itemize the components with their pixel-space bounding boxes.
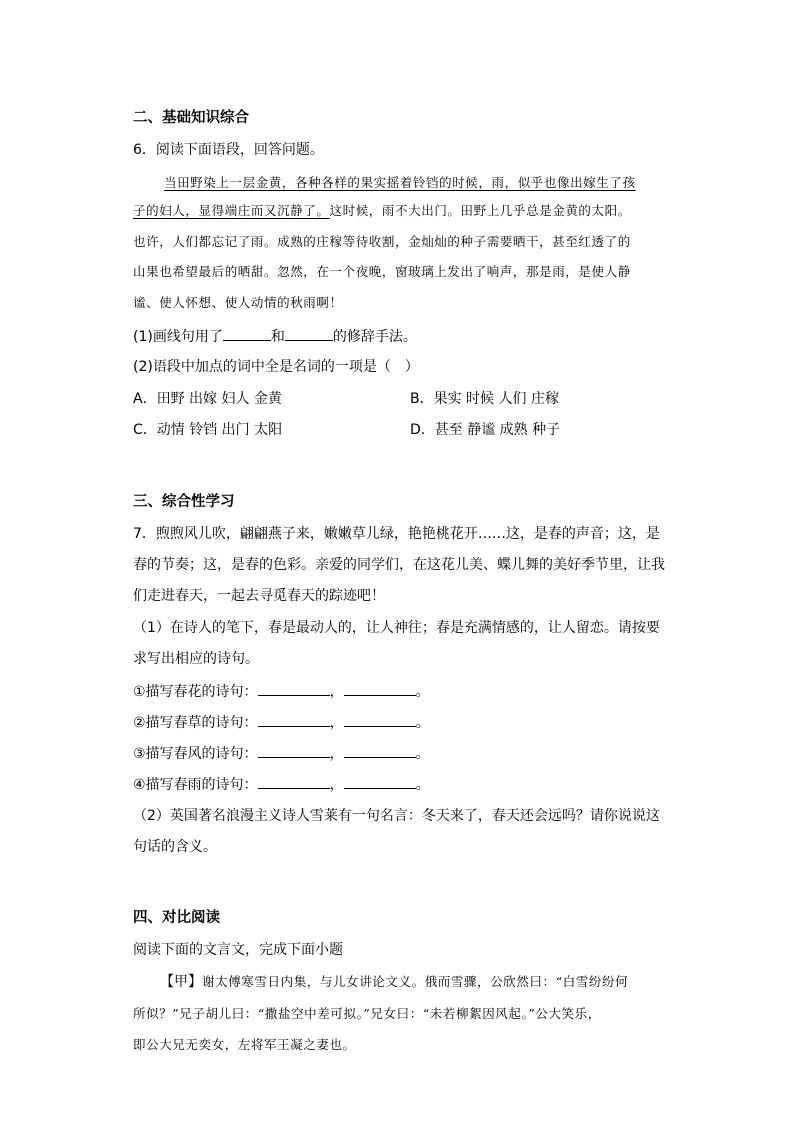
text-jia-label: 【甲】: [160, 974, 202, 990]
option-a[interactable]: A．田野 出嫁 妇人 金黄: [133, 391, 282, 407]
sub-question-1: (1)画线句用了 和 的修辞手法。: [133, 326, 417, 347]
option-d[interactable]: D．甚至 静谧 成熟 种子: [410, 422, 561, 438]
option-b[interactable]: B．果实 时候 人们 庄稼: [410, 391, 559, 407]
part-2-line-1: （2）英国著名浪漫主义诗人雪莱有一句名言：冬天来了，春天还会远吗？请你说说这: [133, 808, 660, 824]
question-7-line-3: 们走进春天，一起去寻觅春天的踪迹吧！: [133, 588, 385, 604]
answer-blank[interactable]: [344, 743, 416, 758]
classical-text-jia-line-1: 【甲】谢太傅寒雪日内集，与儿女讲论文义。俄而雪骤，公欣然曰：“白雪纷纷何: [160, 974, 629, 990]
question-7-line-1: 7．煦煦风儿吹，翩翩燕子来，嫩嫩草儿绿，艳艳桃花开……这，是春的声音；这，是: [133, 526, 660, 542]
section-heading-basic-knowledge: 二、基础知识综合: [133, 110, 249, 126]
passage-line-3: 也许，人们都忘记了雨。成熟的庄稼等待收割，金灿灿的种子需要晒干，甚至红透了的: [133, 234, 631, 249]
passage-line-4: 山果也希望最后的晒甜。忽然，在一个夜晚，窗玻璃上发出了响声，那是雨，是使人静: [133, 264, 631, 279]
answer-blank[interactable]: [258, 743, 330, 758]
classical-reading-intro: 阅读下面的文言文，完成下面小题: [133, 942, 343, 958]
answer-blank[interactable]: [344, 712, 416, 727]
answer-blank[interactable]: [344, 681, 416, 696]
classical-text-jia-line-3: 即公大兄无奕女，左将军王凝之妻也。: [133, 1037, 356, 1052]
classical-text-jia-line-2: 所似？”兄子胡儿曰：“撒盐空中差可拟。”兄女曰：“未若柳絮因风起。”公大笑乐，: [133, 1006, 601, 1021]
answer-blank[interactable]: [258, 774, 330, 789]
answer-blank[interactable]: [223, 326, 271, 341]
sub-question-2: (2)语段中加点的词中全是名词的一项是（ ）: [133, 359, 419, 375]
passage-line-2-rest: 这时候，雨不大出门。田野上几乎总是金黄的太阳。: [329, 203, 631, 218]
part-2-line-2: 句话的含义。: [133, 839, 217, 855]
passage-line-5: 谧、使人怀想、使人动情的秋雨啊！: [133, 295, 343, 310]
question-6-stem: 6．阅读下面语段，回答问题。: [133, 142, 324, 158]
passage-underlined-end: 子的妇人，显得端庄而又沉静了。: [133, 203, 330, 218]
answer-blank[interactable]: [285, 326, 333, 341]
passage-line-2: [133, 201, 631, 221]
part-1-line-2: 求写出相应的诗句。: [133, 651, 259, 667]
part-1-line-1: （1）在诗人的笔下，春是最动人的，让人神往；春是充满情感的，让人留恋。请按要: [133, 620, 660, 636]
answer-blank[interactable]: [258, 712, 330, 727]
option-c[interactable]: C．动情 铃铛 出门 太阳: [133, 422, 283, 438]
poem-item-spring-flowers: ①描写春花的诗句： ， 。: [133, 681, 430, 702]
answer-blank[interactable]: [258, 681, 330, 696]
question-7-line-2: 春的节奏；这，是春的色彩。亲爱的同学们，在这花儿美、蝶儿舞的美好季节里，让我: [133, 557, 665, 573]
passage-line-1: 当田野染上一层金黄，各种各样的果实摇着铃铛的时候，雨，似乎也像出嫁生了孩: [164, 175, 636, 190]
answer-blank[interactable]: [344, 774, 416, 789]
section-heading-comparative-reading: 四、对比阅读: [133, 910, 220, 926]
poem-item-spring-wind: ③描写春风的诗句： ， 。: [133, 743, 430, 764]
section-heading-comprehensive-learning: 三、综合性学习: [133, 494, 235, 510]
poem-item-spring-rain: ④描写春雨的诗句： ， 。: [133, 774, 430, 795]
poem-item-spring-grass: ②描写春草的诗句： ， 。: [133, 712, 430, 733]
